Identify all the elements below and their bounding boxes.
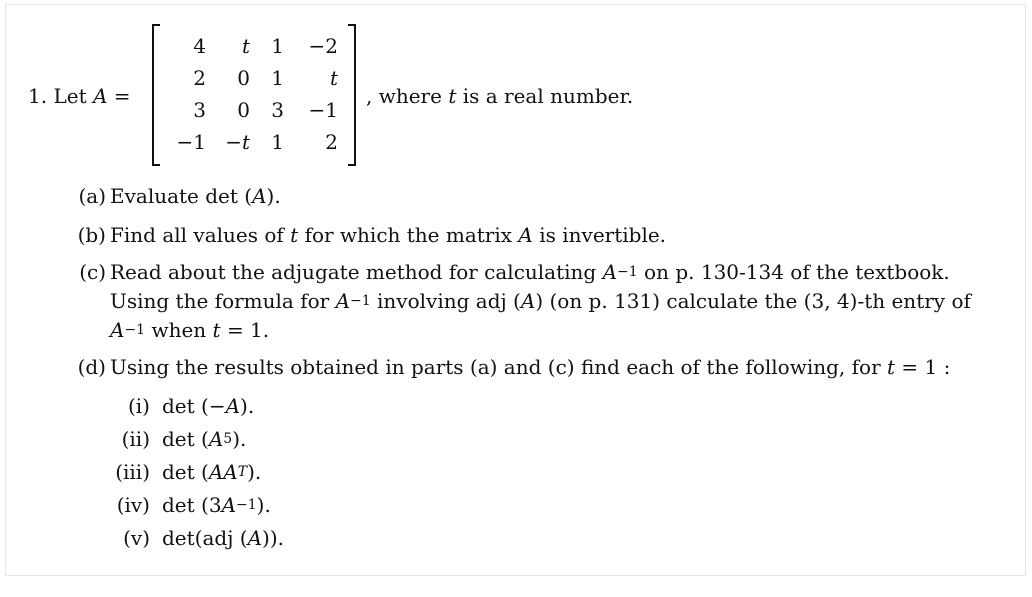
matrix-name: A — [92, 84, 108, 108]
matrix-cell-r3c1: 3 — [193, 98, 206, 122]
let-text: Let — [53, 84, 87, 108]
matrix-cell-r2c3: 1 — [271, 66, 284, 90]
problem-intro — [28, 84, 131, 108]
where-var: t — [448, 84, 457, 108]
part-c-label: (c) — [79, 260, 106, 284]
matrix-cell-r3c4: −1 — [308, 98, 338, 122]
part-b-text2: for which the matrix — [304, 223, 513, 247]
part-c-l3-text2: = 1. — [226, 318, 270, 342]
subpart-i-v: A — [225, 394, 241, 418]
part-c-l2-text3: ) (on p. 131) calculate the (3, 4)-th entry of — [535, 289, 971, 313]
where-clause — [366, 84, 633, 108]
matrix-cell-r4c3: 1 — [271, 130, 284, 154]
part-a-text1: Evaluate det ( — [110, 184, 253, 208]
part-c-l1-text2: on p. 130-134 of the textbook. — [644, 260, 950, 284]
part-c-l1-sup: −1 — [617, 264, 638, 280]
where-rest: is a real number. — [462, 84, 634, 108]
subpart-ii-t1: det ( — [162, 427, 209, 451]
subpart-ii-t2: ). — [232, 427, 247, 451]
subpart-i-label: (i) — [127, 394, 150, 418]
matrix-right-bracket — [348, 24, 356, 166]
part-b-label: (b) — [77, 223, 106, 247]
subpart-ii-v: A — [208, 427, 224, 451]
subpart-v-t1: det(adj ( — [162, 526, 248, 550]
matrix-cell-r1c4: −2 — [308, 34, 338, 58]
subpart-ii-sup: 5 — [223, 431, 233, 447]
equals-sign: = — [113, 84, 131, 108]
matrix-cell-r4c4: 2 — [325, 130, 338, 154]
part-c-l3-text1: when — [151, 318, 207, 342]
subpart-iv-sup: −1 — [236, 497, 257, 513]
subpart-i-t2: ). — [240, 394, 255, 418]
subpart-iii-label: (iii) — [115, 460, 150, 484]
part-c-l2-text2: involving adj ( — [377, 289, 521, 313]
matrix-cell-r4c1: −1 — [176, 130, 206, 154]
part-b-text3: is invertible. — [539, 223, 667, 247]
part-c-l1-var: A — [602, 260, 618, 284]
part-a-label: (a) — [78, 184, 106, 208]
part-d-label: (d) — [77, 355, 106, 379]
matrix-cell-r2c4: t — [329, 66, 338, 90]
subpart-iii-t2: ). — [247, 460, 262, 484]
subpart-iv-v: A — [221, 493, 237, 517]
part-c-l3-var: A — [110, 318, 125, 342]
part-d-text2: = 1 : — [901, 355, 951, 379]
part-c-l2-text1: Using the formula for — [110, 289, 330, 313]
part-c-l3-var2: t — [212, 318, 221, 342]
part-c-l3-sup: −1 — [124, 322, 146, 338]
part-c-line1 — [110, 260, 950, 284]
where-text: , where — [366, 84, 442, 108]
subpart-iii-t1: det ( — [162, 460, 209, 484]
part-c-l2-var2: A — [520, 289, 536, 313]
matrix-cell-r4c2: −t — [225, 130, 250, 154]
matrix-cell-r3c3: 3 — [271, 98, 284, 122]
part-c-l2-sup: −1 — [350, 293, 371, 309]
matrix-a — [152, 24, 356, 166]
part-b-text1: Find all values of — [110, 223, 284, 247]
part-b-var2: A — [518, 223, 533, 247]
subpart-v-label: (v) — [123, 526, 150, 550]
subpart-iv-t1: det (3 — [162, 493, 222, 517]
matrix-cell-r3c2: 0 — [237, 98, 250, 122]
part-c-line2 — [110, 289, 971, 313]
matrix-cell-r1c2: t — [241, 34, 250, 58]
subpart-iii-v: AA — [208, 460, 238, 484]
matrix-cell-r2c2: 0 — [237, 66, 250, 90]
subpart-iii-sup: T — [237, 464, 248, 480]
matrix-cell-r2c1: 2 — [193, 66, 206, 90]
part-c-l2-var: A — [335, 289, 351, 313]
part-c-l1-text1: Read about the adjugate method for calculating — [110, 260, 597, 284]
matrix-cell-r1c3: 1 — [271, 34, 284, 58]
matrix-left-bracket — [152, 24, 160, 166]
part-d-var: t — [886, 355, 896, 379]
part-a-var: A — [252, 184, 267, 208]
subpart-ii-label: (ii) — [121, 427, 150, 451]
part-c-line3 — [110, 318, 269, 342]
subpart-iv-t2: ). — [256, 493, 271, 517]
problem-number: 1. — [28, 84, 48, 108]
part-a-text2: ). — [266, 184, 281, 208]
subpart-v-t2: )). — [262, 526, 284, 550]
part-d-text1: Using the results obtained in parts (a) and (c) find each of the following, for — [110, 355, 881, 379]
part-b-var1: t — [290, 223, 299, 247]
matrix-cell-r1c1: 4 — [193, 34, 206, 58]
subpart-v-v: A — [247, 526, 263, 550]
subpart-iv-label: (iv) — [116, 493, 150, 517]
subpart-i-t1: det (− — [162, 394, 226, 418]
